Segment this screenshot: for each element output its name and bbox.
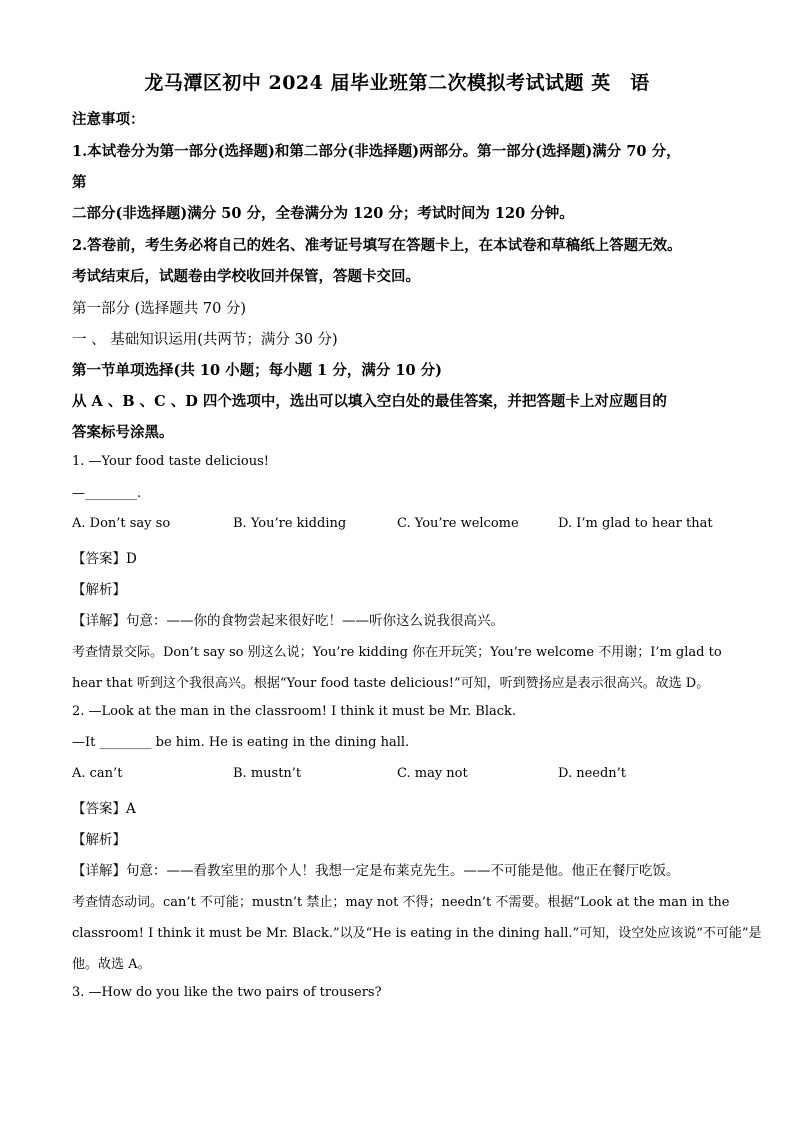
question-1-stem: 1. —Your food taste delicious! (72, 454, 270, 469)
question-2-explanation: 考查情态动词。can’t 不可能；mustn’t 禁止；may not 不得；needn’t 不需要。根据“Look at the man in the (72, 895, 730, 910)
question-2-option-c: C. may not (397, 766, 468, 781)
instructions: 从 A 、B 、C 、D 四个选项中，选出可以填入空白处的最佳答案，并把答题卡上对应题目的 (72, 393, 667, 410)
notice-item-1: 1.本试卷分为第一部分(选择题)和第二部分(非选择题)两部分。第一部分(选择题)满分 70 分， (72, 143, 681, 160)
question-2-stem: 2. —Look at the man in the classroom! I think it must be Mr. Black. (72, 704, 517, 719)
question-1-option-a: A. Don’t say so (72, 516, 171, 531)
part-one-heading: 第一部分 (选择题共 70 分) (72, 301, 247, 317)
question-1-option-d: D. I’m glad to hear that (558, 516, 713, 531)
notice-item-2-cont: 考试结束后，试题卷由学校收回并保管，答题卡交回。 (72, 268, 420, 285)
question-1-analysis-tag: 【解析】 (72, 582, 126, 598)
exam-title: 龙马潭区初中 2024 届毕业班第二次模拟考试试题 英 语 (144, 72, 650, 94)
question-2-explanation-cont: classroom! I think it must be Mr. Black.”以及“He is eating in the dining hall.”可知，设空处应该说“不可能”是 (72, 926, 762, 941)
answer-value: A (126, 801, 136, 817)
question-1-explanation-cont: hear that 听到这个我很高兴。根据“Your food taste delicious!”可知，听到赞扬应是表示很高兴。故选 D。 (72, 676, 710, 691)
answer-tag: 【答案】 (72, 801, 126, 817)
answer-value: D (126, 551, 137, 567)
question-1-detail: 【详解】句意：——你的食物尝起来很好吃！——听你这么说我很高兴。 (72, 613, 504, 629)
question-1-blank: —________. (72, 486, 142, 501)
question-1-explanation: 考查情景交际。Don’t say so 别这么说；You’re kidding 你在开玩笑；You’re welcome 不用谢；I’m glad to (72, 645, 722, 660)
question-1-option-c: C. You’re welcome (397, 516, 519, 531)
notice-item-1-cont2: 二部分(非选择题)满分 50 分，全卷满分为 120 分；考试时间为 120 分钟。 (72, 205, 574, 222)
question-1-option-b: B. You’re kidding (233, 516, 347, 531)
section-one-heading: 一 、 基础知识运用(共两节；满分 30 分) (72, 332, 338, 348)
question-2-blank: —It ________ be him. He is eating in the dining hall. (72, 735, 410, 750)
question-2-option-b: B. mustn’t (233, 766, 302, 781)
subsection-one-heading: 第一节单项选择(共 10 小题；每小题 1 分，满分 10 分) (72, 362, 442, 379)
question-2-answer (72, 797, 136, 817)
question-2-option-a: A. can’t (72, 766, 123, 781)
question-3-stem: 3. —How do you like the two pairs of trousers? (72, 985, 382, 1000)
question-2-option-d: D. needn’t (558, 766, 627, 781)
question-2-explanation-cont2: 他。故选 A。 (72, 957, 151, 972)
question-1-answer (72, 547, 137, 567)
answer-tag: 【答案】 (72, 551, 126, 567)
notice-item-1-cont: 第 (72, 174, 87, 191)
question-2-analysis-tag: 【解析】 (72, 832, 126, 848)
notice-heading: 注意事项： (72, 111, 145, 128)
question-2-detail: 【详解】句意：——看教室里的那个人！我想一定是布莱克先生。——不可能是他。他正在餐厅吃饭。 (72, 863, 680, 879)
notice-item-2: 2.答卷前，考生务必将自己的姓名、准考证号填写在答题卡上，在本试卷和草稿纸上答题无效。 (72, 237, 682, 254)
instructions-cont: 答案标号涂黑。 (72, 424, 174, 441)
